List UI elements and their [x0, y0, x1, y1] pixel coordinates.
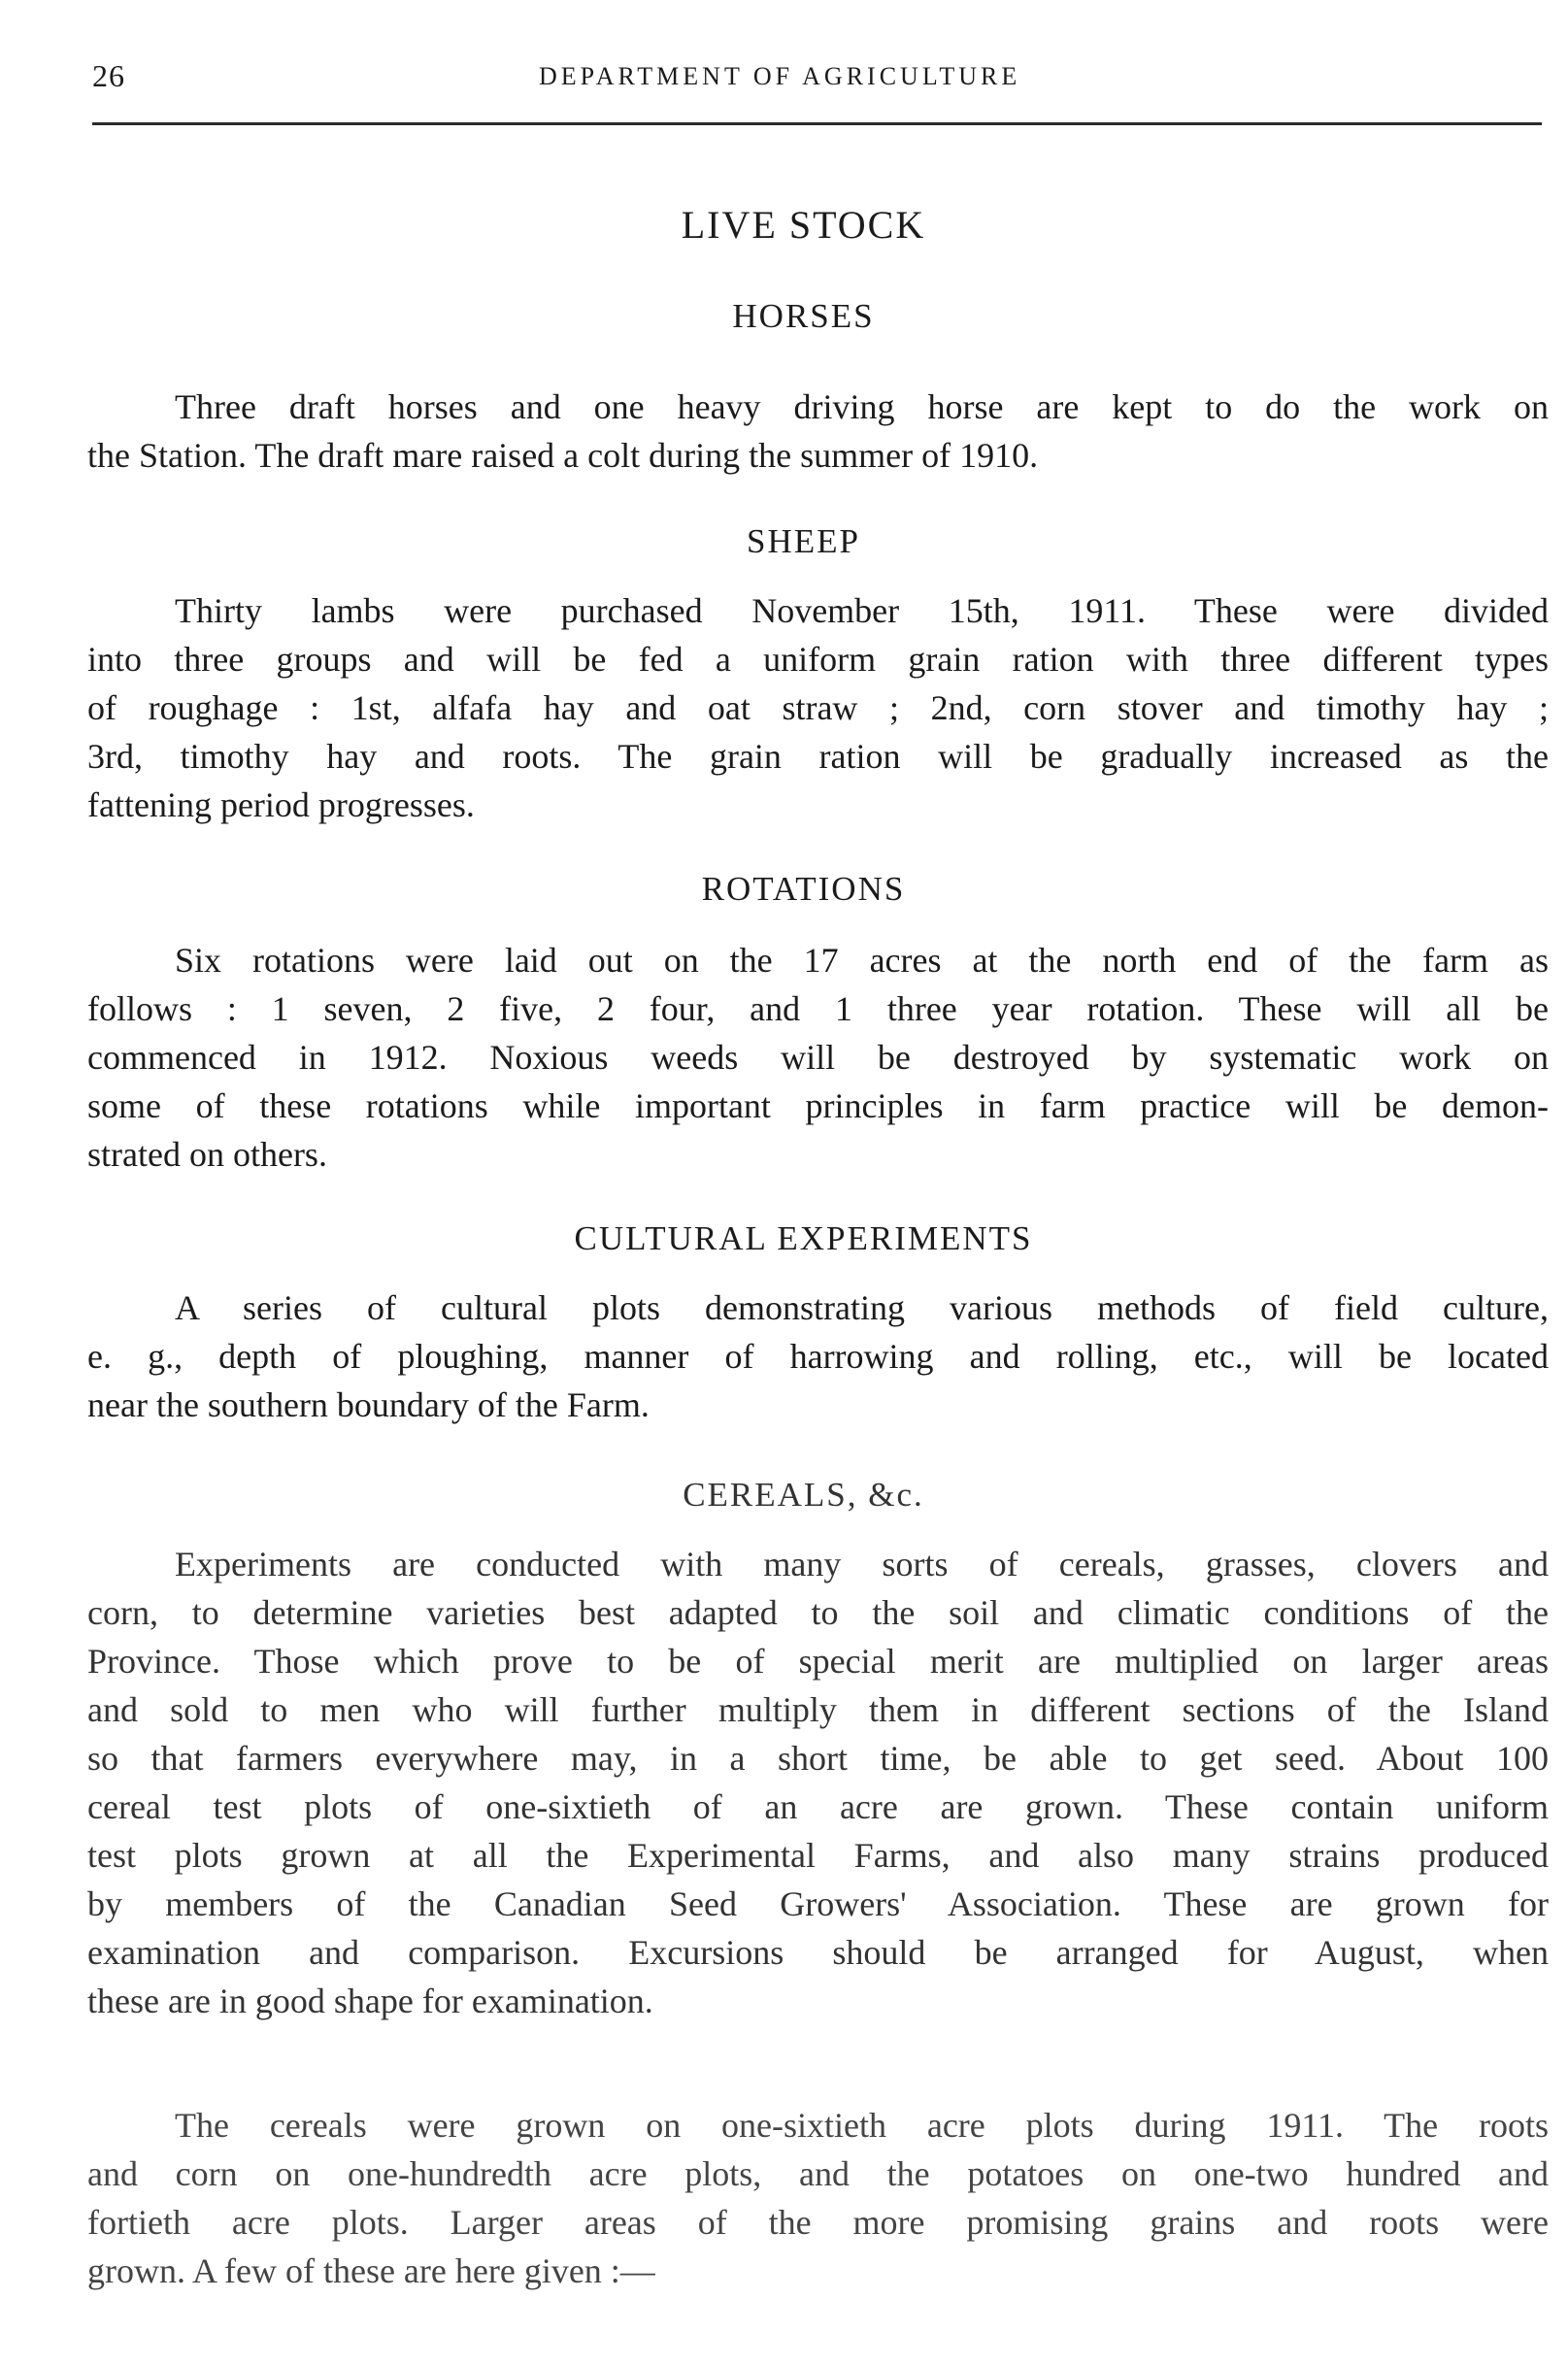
header-rule [92, 122, 1542, 125]
paragraph-cultural-experiments [87, 1283, 1549, 1429]
main-heading: LIVE STOCK [681, 203, 926, 247]
text-line: Three draft horses and one heavy driving horse are kept to do the work on [175, 387, 1549, 426]
section-heading-rotations: ROTATIONS [701, 870, 906, 908]
running-head [92, 50, 1549, 99]
text-line: so that farmers everywhere may, in a short time, be able to get seed. About 100 [87, 1739, 1549, 1778]
running-head-title: DEPARTMENT OF AGRICULTURE [539, 62, 1021, 90]
text-line: fattening period progresses. [87, 785, 475, 824]
text-line: test plots grown at all the Experimental Farms, and also many strains produced [87, 1836, 1549, 1875]
text-line: A series of cultural plots demonstrating various methods of field culture, [175, 1288, 1549, 1327]
text-line: near the southern boundary of the Farm. [87, 1385, 650, 1424]
text-line: the Station. The draft mare raised a colt during the summer of 1910. [87, 436, 1039, 475]
text-line: strated on others. [87, 1135, 327, 1174]
text-line: fortieth acre plots. Larger areas of the more promising grains and roots were [87, 2203, 1549, 2242]
text-line: some of these rotations while important principles in farm practice will be demon- [87, 1086, 1549, 1125]
text-line: 3rd, timothy hay and roots. The grain ration will be gradually increased as the [87, 737, 1549, 776]
section-heading-cultural-experiments: CULTURAL EXPERIMENTS [574, 1219, 1033, 1257]
text-line: Province. Those which prove to be of special merit are multiplied on larger areas [87, 1642, 1549, 1681]
text-line: cereal test plots of one-sixtieth of an acre are grown. These contain uniform [87, 1787, 1549, 1826]
paragraph-cereals [87, 1540, 1549, 2025]
text-line: these are in good shape for examination. [87, 1982, 653, 2020]
section-heading-cereals: CEREALS, &c. [683, 1476, 924, 1514]
text-line: examination and comparison. Excursions should be arranged for August, when [87, 1933, 1549, 1972]
text-line: of roughage : 1st, alfafa hay and oat straw ; 2nd, corn stover and timothy hay ; [87, 688, 1549, 727]
paragraph-sheep [87, 586, 1549, 829]
text-line: Six rotations were laid out on the 17 acres at the north end of the farm as [175, 941, 1549, 980]
page-number: 26 [92, 58, 125, 93]
text-line: The cereals were grown on one-sixtieth acre plots during 1911. The roots [175, 2106, 1549, 2145]
paragraph-rotations [87, 936, 1549, 1179]
text-line: e. g., depth of ploughing, manner of harrowing and rolling, etc., will be located [87, 1337, 1549, 1376]
text-line: into three groups and will be fed a uniform grain ration with three different types [87, 640, 1549, 679]
text-line: grown. A few of these are here given :— [87, 2251, 655, 2290]
text-line: and corn on one-hundredth acre plots, and the potatoes on one-two hundred and [87, 2154, 1549, 2193]
text-line: by members of the Canadian Seed Growers' Association. These are grown for [87, 1884, 1549, 1923]
paragraph-horses [87, 383, 1549, 480]
section-heading-sheep: SHEEP [747, 522, 860, 560]
text-line: Thirty lambs were purchased November 15th, 1911. These were divided [175, 591, 1549, 630]
text-line: and sold to men who will further multiply them in different sections of the Island [87, 1690, 1549, 1729]
text-line: follows : 1 seven, 2 five, 2 four, and 1 three year rotation. These will all be [87, 989, 1549, 1028]
text-line: commenced in 1912. Noxious weeds will be destroyed by systematic work on [87, 1038, 1549, 1077]
text-line: corn, to determine varieties best adapted to the soil and climatic conditions of the [87, 1593, 1549, 1632]
text-line: Experiments are conducted with many sorts of cereals, grasses, clovers and [175, 1545, 1549, 1583]
section-heading-horses: HORSES [732, 297, 875, 335]
paragraph-closing [87, 2101, 1549, 2295]
